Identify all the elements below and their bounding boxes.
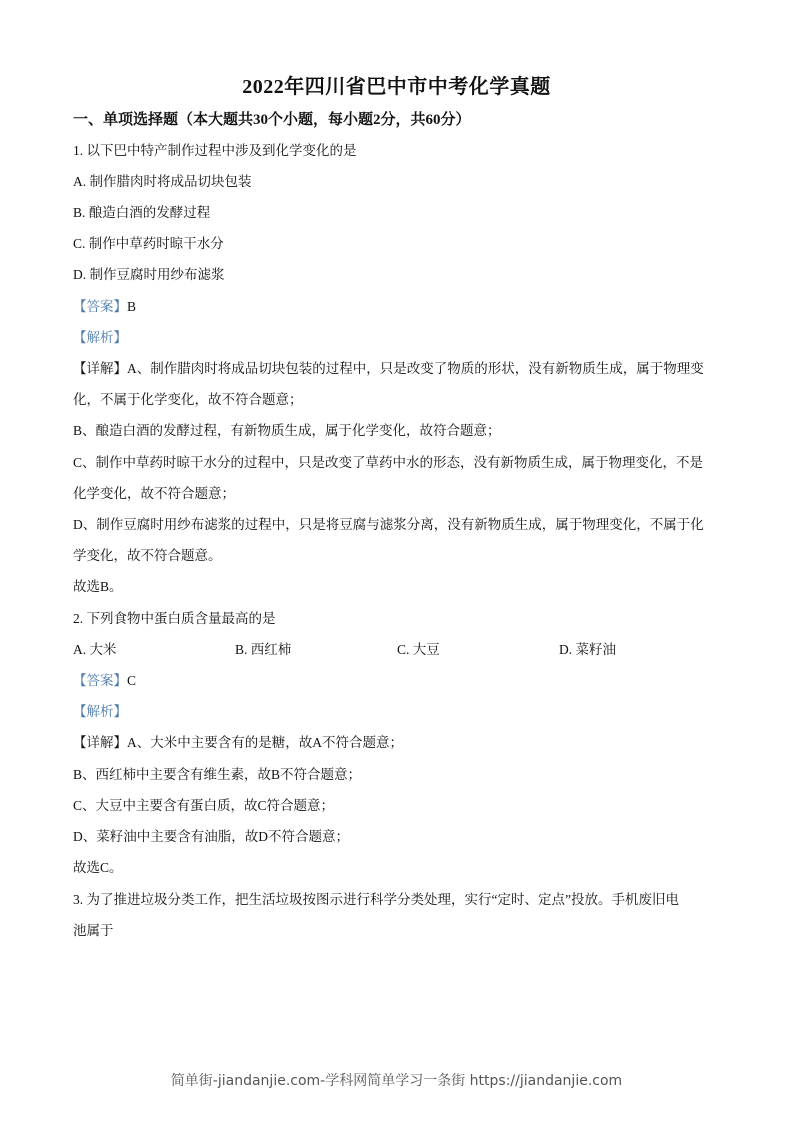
question-2-stem: 2. 下列食物中蛋白质含量最高的是 bbox=[73, 611, 276, 626]
answer-tag: 【答案】 bbox=[73, 673, 127, 688]
detail-tag: 【详解】 bbox=[73, 735, 127, 750]
question-2-analysis-tag: 【解析】 bbox=[73, 704, 127, 719]
detail-tag: 【详解】 bbox=[73, 361, 127, 376]
question-2-option-d: D. 菜籽油 bbox=[559, 642, 616, 657]
question-1-analysis-tag: 【解析】 bbox=[73, 330, 127, 345]
question-1-detail-line: C、制作中草药时晾干水分的过程中，只是改变了草药中水的形态，没有新物质生成，属于物理变化，不是 bbox=[73, 455, 704, 470]
question-2-detail-line: D、菜籽油中主要含有油脂，故D不符合题意； bbox=[73, 829, 349, 844]
question-3-stem-line: 3. 为了推进垃圾分类工作，把生活垃圾按图示进行科学分类处理，实行“定时、定点”投放。手机废旧电 bbox=[73, 892, 679, 907]
question-2-answer bbox=[73, 672, 136, 690]
question-1-detail-line: B、酿造白酒的发酵过程，有新物质生成，属于化学变化，故符合题意； bbox=[73, 423, 501, 438]
question-1-detail-line bbox=[73, 360, 704, 378]
question-1-option-b: B. 酿造白酒的发酵过程 bbox=[73, 205, 211, 220]
question-1-option-a: A. 制作腊肉时将成品切块包装 bbox=[73, 174, 252, 189]
question-1-detail-line: 学变化，故不符合题意。 bbox=[73, 548, 222, 563]
question-2-options bbox=[73, 641, 721, 659]
answer-value: B bbox=[127, 299, 137, 314]
question-1-detail-line: D、制作豆腐时用纱布滤浆的过程中，只是将豆腐与滤浆分离，没有新物质生成，属于物理变化，不属于化 bbox=[73, 517, 704, 532]
question-1-stem: 1. 以下巴中特产制作过程中涉及到化学变化的是 bbox=[73, 143, 357, 158]
detail-text: A、大米中主要含有的是糖，故A不符合题意； bbox=[127, 735, 403, 750]
question-1-answer bbox=[73, 298, 136, 316]
question-3-stem-line: 池属于 bbox=[73, 923, 114, 938]
question-2-option-c: C. 大豆 bbox=[397, 642, 440, 657]
detail-text: A、制作腊肉时将成品切块包装的过程中，只是改变了物质的形状，没有新物质生成，属于物理变 bbox=[127, 361, 704, 376]
section-heading: 一、单项选择题（本大题共30个小题，每小题2分，共60分） bbox=[73, 112, 471, 128]
answer-value: C bbox=[127, 673, 137, 688]
question-1-detail-line: 化学变化，故不符合题意； bbox=[73, 486, 235, 501]
question-1-conclusion: 故选B。 bbox=[73, 579, 123, 594]
question-1-option-c: C. 制作中草药时晾干水分 bbox=[73, 236, 224, 251]
watermark-footer: 简单街-jiandanjie.com-学科网简单学习一条街 https://jiandanjie.com bbox=[170, 1073, 623, 1089]
question-2-detail-line bbox=[73, 734, 403, 752]
question-1-detail-line: 化，不属于化学变化，故不符合题意； bbox=[73, 392, 303, 407]
question-2-option-a: A. 大米 bbox=[73, 642, 117, 657]
question-2-option-b: B. 西红柿 bbox=[235, 642, 292, 657]
question-2-detail-line: B、西红柿中主要含有维生素，故B不符合题意； bbox=[73, 767, 362, 782]
question-1-option-d: D. 制作豆腐时用纱布滤浆 bbox=[73, 267, 225, 282]
question-2-conclusion: 故选C。 bbox=[73, 860, 123, 875]
document-title: 2022年四川省巴中市中考化学真题 bbox=[242, 76, 551, 98]
question-2-detail-line: C、大豆中主要含有蛋白质，故C符合题意； bbox=[73, 798, 335, 813]
answer-tag: 【答案】 bbox=[73, 299, 127, 314]
